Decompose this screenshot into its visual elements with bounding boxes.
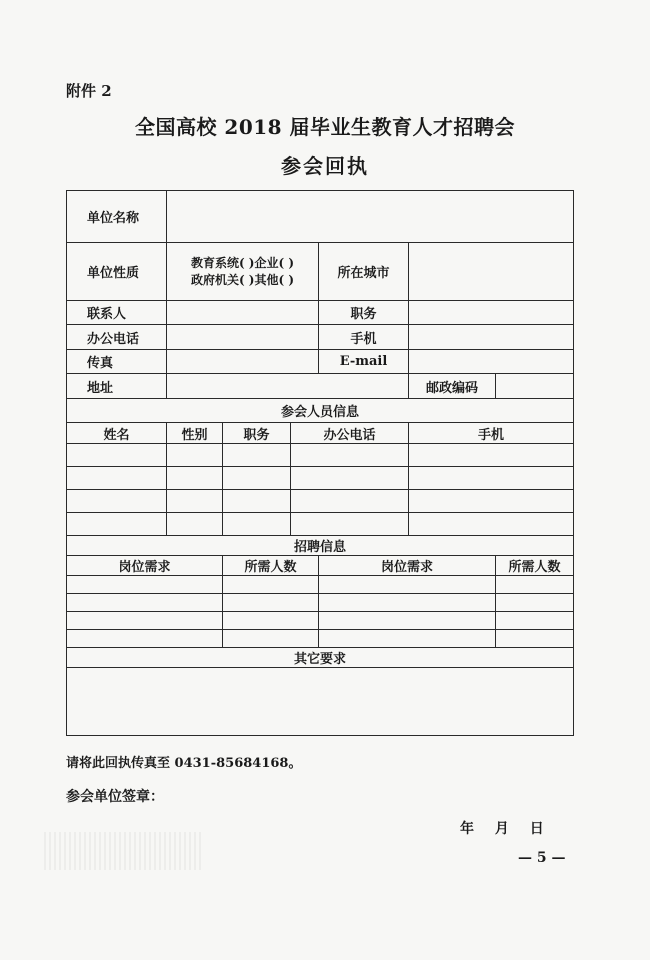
attendee-row xyxy=(67,467,574,490)
recruit-cell[interactable] xyxy=(223,576,319,594)
scan-noise xyxy=(44,832,204,870)
signature-label: 参会单位签章： xyxy=(66,789,164,805)
fax-field[interactable] xyxy=(167,350,319,374)
page-number: — 5 — xyxy=(518,850,566,866)
email-label: E-mail xyxy=(319,350,409,374)
recruit-cell[interactable] xyxy=(67,594,223,612)
attendee-cell[interactable] xyxy=(167,513,223,536)
recruit-row xyxy=(67,576,574,594)
recruit-header-job-2: 岗位需求 xyxy=(319,556,496,576)
attendee-row xyxy=(67,490,574,513)
attendee-cell[interactable] xyxy=(67,490,167,513)
attendee-cell[interactable] xyxy=(167,467,223,490)
recruit-header-job-1: 岗位需求 xyxy=(67,556,223,576)
attendee-cell[interactable] xyxy=(223,444,291,467)
attendee-row xyxy=(67,444,574,467)
mobile-label: 手机 xyxy=(319,325,409,350)
position-field[interactable] xyxy=(409,301,574,325)
attendee-cell[interactable] xyxy=(291,513,409,536)
recruit-header-count-2: 所需人数 xyxy=(496,556,574,576)
recruit-cell[interactable] xyxy=(223,630,319,648)
contact-field[interactable] xyxy=(167,301,319,325)
date-line: 年 月 日 xyxy=(460,821,544,837)
unit-nature-label: 单位性质 xyxy=(67,243,167,301)
attendee-header-position: 职务 xyxy=(223,423,291,444)
attendee-cell[interactable] xyxy=(223,490,291,513)
fax-instruction: 请将此回执传真至 0431-85684168。 xyxy=(66,756,302,771)
postcode-field[interactable] xyxy=(496,374,574,399)
recruit-row xyxy=(67,594,574,612)
registration-form xyxy=(66,190,574,736)
recruit-cell[interactable] xyxy=(496,630,574,648)
attendee-cell[interactable] xyxy=(291,444,409,467)
recruit-cell[interactable] xyxy=(67,576,223,594)
address-label: 地址 xyxy=(67,374,167,399)
attendee-header-gender: 性别 xyxy=(167,423,223,444)
unit-nature-line-1: 教育系统( )企业( ) xyxy=(190,255,295,270)
attendee-cell[interactable] xyxy=(291,490,409,513)
mobile-field[interactable] xyxy=(409,325,574,350)
position-label: 职务 xyxy=(319,301,409,325)
attendee-section-header: 参会人员信息 xyxy=(67,399,574,423)
contact-label: 联系人 xyxy=(67,301,167,325)
address-field[interactable] xyxy=(167,374,409,399)
attendee-cell[interactable] xyxy=(223,513,291,536)
recruit-cell[interactable] xyxy=(67,612,223,630)
attendee-cell[interactable] xyxy=(409,513,574,536)
unit-name-field[interactable] xyxy=(167,191,574,243)
attendee-cell[interactable] xyxy=(291,467,409,490)
fax-label: 传真 xyxy=(67,350,167,374)
attendee-cell[interactable] xyxy=(67,513,167,536)
recruit-cell[interactable] xyxy=(67,630,223,648)
attendee-cell[interactable] xyxy=(67,444,167,467)
attendee-cell[interactable] xyxy=(409,444,574,467)
annex-label: 附件 2 xyxy=(66,82,112,100)
attendee-header-office-phone: 办公电话 xyxy=(291,423,409,444)
attendee-cell[interactable] xyxy=(167,490,223,513)
recruit-row xyxy=(67,630,574,648)
recruit-header-count-1: 所需人数 xyxy=(223,556,319,576)
attendee-header-name: 姓名 xyxy=(67,423,167,444)
unit-nature-options[interactable] xyxy=(167,243,319,301)
recruit-cell[interactable] xyxy=(319,612,496,630)
city-field[interactable] xyxy=(409,243,574,301)
postcode-label: 邮政编码 xyxy=(409,374,496,399)
attendee-row xyxy=(67,513,574,536)
attendee-cell[interactable] xyxy=(167,444,223,467)
recruit-cell[interactable] xyxy=(319,576,496,594)
recruit-cell[interactable] xyxy=(496,612,574,630)
recruit-cell[interactable] xyxy=(319,630,496,648)
unit-name-label: 单位名称 xyxy=(67,191,167,243)
attendee-cell[interactable] xyxy=(409,490,574,513)
office-phone-field[interactable] xyxy=(167,325,319,350)
recruit-cell[interactable] xyxy=(223,612,319,630)
other-section-header: 其它要求 xyxy=(67,648,574,668)
unit-nature-line-2: 政府机关( )其他( ) xyxy=(190,272,295,287)
recruit-section-header: 招聘信息 xyxy=(67,536,574,556)
office-phone-label: 办公电话 xyxy=(67,325,167,350)
attendee-header-mobile: 手机 xyxy=(409,423,574,444)
recruit-cell[interactable] xyxy=(223,594,319,612)
attendee-cell[interactable] xyxy=(409,467,574,490)
other-requirements-field[interactable] xyxy=(67,668,574,736)
recruit-row xyxy=(67,612,574,630)
document-subtitle: 参会回执 xyxy=(281,154,369,178)
recruit-cell[interactable] xyxy=(319,594,496,612)
recruit-cell[interactable] xyxy=(496,576,574,594)
recruit-cell[interactable] xyxy=(496,594,574,612)
document-title: 全国高校 2018 届毕业生教育人才招聘会 xyxy=(134,115,516,139)
attendee-cell[interactable] xyxy=(67,467,167,490)
attendee-cell[interactable] xyxy=(223,467,291,490)
city-label: 所在城市 xyxy=(319,243,409,301)
email-field[interactable] xyxy=(409,350,574,374)
